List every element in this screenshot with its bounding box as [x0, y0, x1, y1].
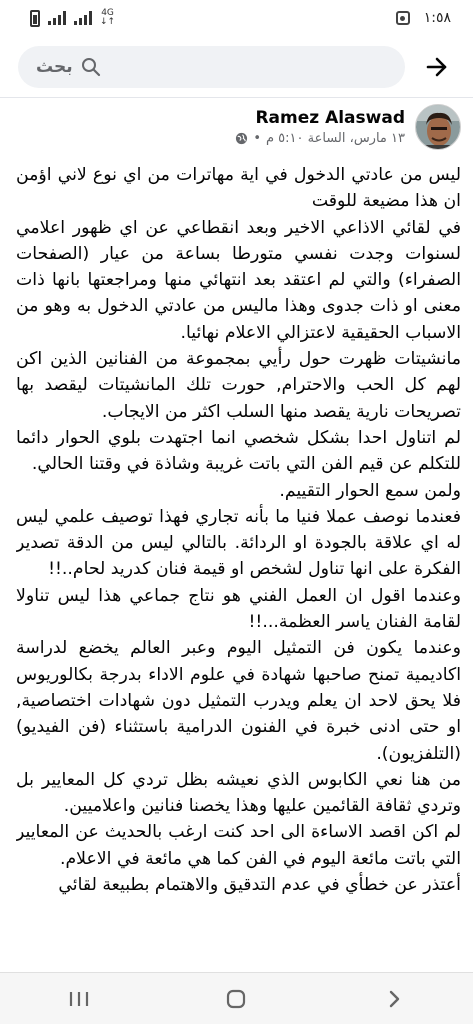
post-paragraph: مانشيتات ظهرت حول رأيي بمجموعة من الفنانين الذين اكن لهم كل الحب والاحترام, حورت تلك المانشيتات ليقصد بها تصريحات نارية يقصد منها السلب اكثر من الايجاب.: [16, 349, 461, 422]
avatar-image: [416, 105, 461, 150]
system-nav-bar: [0, 972, 473, 1024]
post-meta: [235, 131, 405, 146]
back-chevron-icon: [386, 989, 402, 1009]
post-paragraph: أعتذر عن خطأي في عدم التدقيق والاهتمام بطبيعة لقائي: [58, 875, 461, 896]
signal-icon: [74, 11, 92, 25]
battery-icon: [30, 10, 40, 27]
status-bar: [0, 0, 473, 36]
post-body: [16, 162, 461, 970]
post-paragraph: ولمن سمع الحوار التقييم.: [279, 480, 461, 501]
network-type: 4G ↓↑: [100, 8, 116, 27]
post-paragraph: في لقائي الاذاعي الاخير وبعد انقطاعي عن اي ظهور اعلامي لسنوات وجدت نفسي متورطا بساعة من عيار (الصفحات الصفراء) والتي لم اعتقد بعد انتهائي منها ومراجعتها بانها ذات معنى او ذات جدوى وهذا ماليس من عادتي الدخول به وهو من الاسباب الحقيقية لاعتزالي الاعلام نهائيا.: [16, 217, 461, 343]
recent-apps-icon: [68, 990, 90, 1008]
author-block: [235, 108, 405, 146]
author-name[interactable]: Ramez Alaswad: [255, 108, 405, 128]
post-paragraph: فعندما نوصف عملا فنيا ما بأنه تجاري فهذا توصيف علمي ليس له اي علاقة بالجودة او الردائة. بالتالي ليس من الدقة تصدير الفكرة على انها تناول لشخص او قيمة فنان كدريد لحام..!!: [16, 506, 461, 580]
post-timestamp[interactable]: ١٣ مارس، الساعة ٥:١٠ م: [265, 131, 405, 146]
status-left-icons: [30, 9, 115, 27]
search-placeholder: بحث: [36, 56, 73, 77]
post-paragraph: لم اكن اقصد الاساءة الى احد كنت ارغب بالحديث عن المعايير التي باتت مائعة اليوم في الفن كما هي مائعة في الاعلام.: [16, 822, 461, 869]
back-button[interactable]: [419, 46, 455, 88]
avatar[interactable]: [415, 104, 461, 150]
signal-icon: [48, 11, 66, 25]
home-icon: [225, 988, 247, 1010]
globe-icon: [235, 132, 248, 145]
post-paragraph: وعندما اقول ان العمل الفني هو نتاج جماعي هذا ليس تناولا لقامة الفنان ياسر العظمة...!!: [16, 585, 461, 633]
recent-apps-button[interactable]: [49, 979, 109, 1019]
search-input[interactable]: [18, 46, 405, 88]
status-right: [396, 10, 451, 26]
system-back-button[interactable]: [364, 979, 424, 1019]
home-button[interactable]: [206, 979, 266, 1019]
post-paragraph: من هنا نعي الكابوس الذي نعيشه بظل تردي كل المعايير بل وتردي ثقافة القائمين عليها وهذا يخصنا فنانين واعلاميين.: [16, 769, 461, 817]
post-paragraph: لم اتناول احدا بشكل شخصي انما اجتهدت بلوي الحوار دائما للتكلم عن قيم الفن التي باتت غريبة وشاذة في وقتنا الحالي.: [16, 427, 461, 475]
post-paragraph: ليس من عادتي الدخول في اية مهاترات من اي نوع لاني اؤمن ان هذا مضيعة للوقت: [16, 165, 461, 212]
clock: ١:٥٨: [423, 10, 451, 26]
post-paragraph: وعندما يكون فن التمثيل اليوم وعبر العالم يخضع لدراسة اكاديمية تمنح صاحبها شهادة في علوم الاداء بدرجة بكالوريوس فلا يحق لاحد ان يعلم ويدرب التمثيل دون شهادات اختصاصية, او حتى ادنى خبرة في الفنون الدرامية باستثناء (فن الفيديو) (التلفزيون).: [16, 638, 461, 764]
arrow-right-icon: [426, 57, 448, 77]
post-header: [0, 98, 473, 156]
search-header: [0, 36, 473, 98]
meta-separator: •: [253, 131, 261, 146]
search-icon: [81, 57, 101, 77]
media-icon: [396, 11, 410, 25]
